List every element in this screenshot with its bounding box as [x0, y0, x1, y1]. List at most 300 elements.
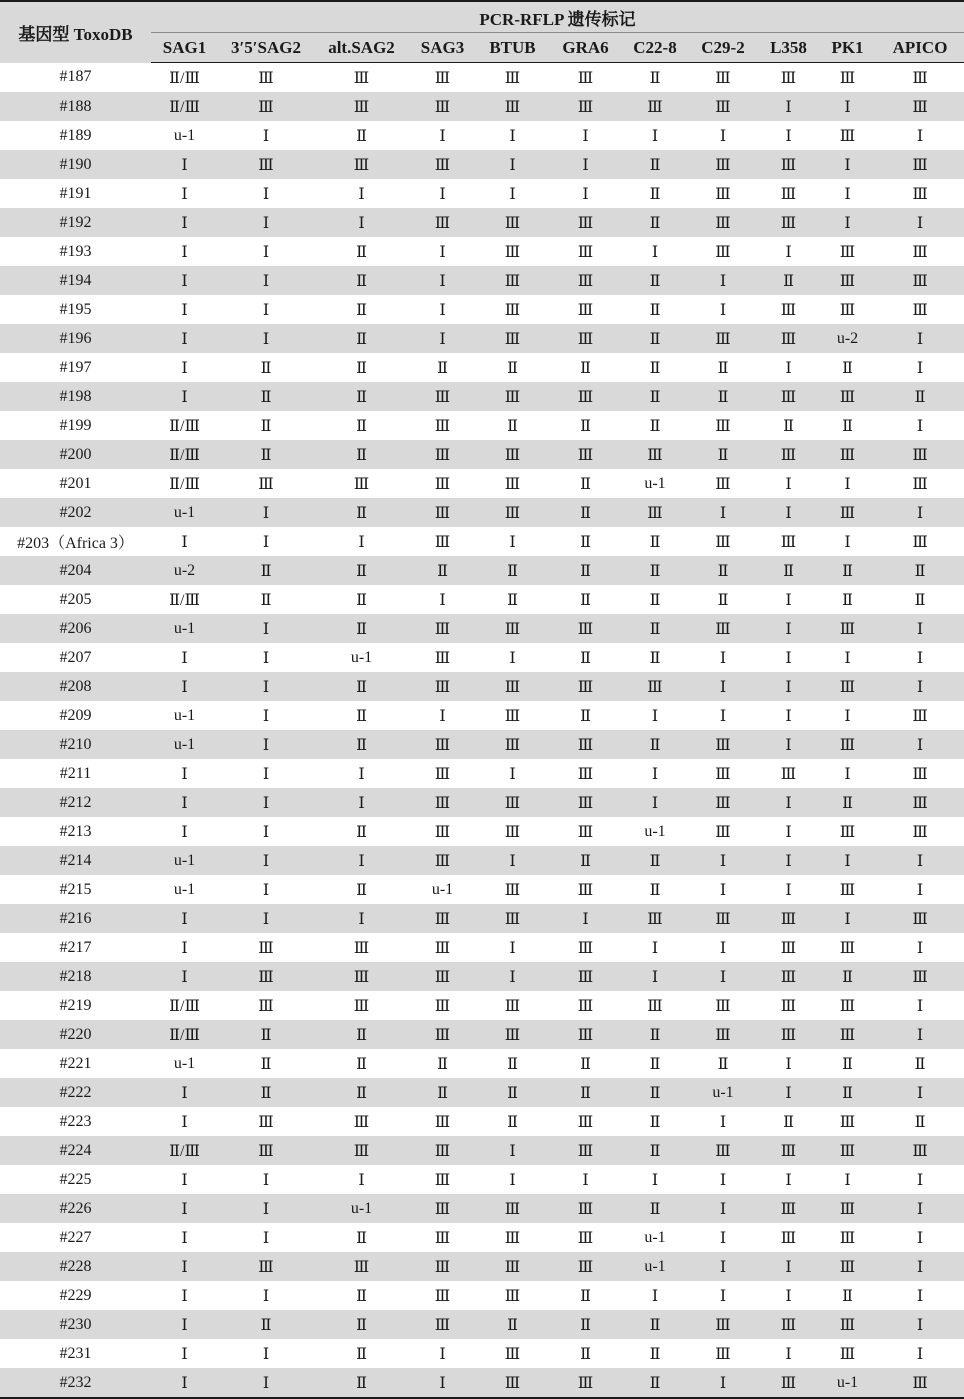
marker-allele-cell: Ⅱ [622, 1368, 688, 1398]
marker-allele-cell: Ⅱ [356, 881, 367, 899]
genotype-id-cell: #199 [59, 416, 92, 434]
marker-allele-cell: Ⅰ [876, 498, 964, 527]
marker-allele-cell: Ⅱ [260, 591, 272, 609]
marker-allele-cell: Ⅲ [839, 881, 856, 899]
marker-allele-cell: u-2 [151, 556, 218, 585]
marker-allele-cell: Ⅲ [839, 243, 856, 261]
marker-allele-cell: Ⅲ [758, 1194, 819, 1223]
marker-allele-cell: Ⅱ [649, 591, 661, 609]
marker-allele-cell: Ⅱ [819, 962, 876, 991]
marker-allele-cell: Ⅲ [434, 1113, 451, 1131]
marker-allele-cell: Ⅲ [549, 440, 622, 469]
marker-allele-cell: Ⅱ [314, 498, 409, 527]
marker-allele-cell: Ⅰ [785, 649, 792, 667]
marker-allele-cell: Ⅰ [262, 1287, 270, 1305]
marker-allele-cell: Ⅲ [622, 904, 688, 933]
marker-allele-cell: Ⅲ [476, 440, 549, 469]
marker-allele-cell: Ⅰ [262, 707, 270, 725]
marker-allele-cell: Ⅰ [218, 266, 314, 295]
marker-allele-cell: Ⅱ [622, 1136, 688, 1165]
marker-allele-cell: Ⅲ [715, 185, 731, 203]
marker-allele-cell: Ⅱ [649, 185, 661, 203]
table-row [0, 150, 964, 179]
marker-allele-cell: Ⅰ [876, 730, 964, 759]
table-row [0, 237, 964, 266]
marker-allele-cell: Ⅰ [785, 243, 792, 261]
table-row [0, 411, 964, 440]
table-row [0, 527, 964, 556]
marker-allele-cell: Ⅰ [785, 1287, 792, 1305]
marker-allele-cell: Ⅰ [151, 266, 218, 295]
marker-allele-cell: Ⅰ [876, 324, 964, 353]
marker-allele-cell: Ⅰ [218, 672, 314, 701]
marker-allele-cell: Ⅰ [688, 1252, 758, 1281]
table-row [0, 1281, 964, 1310]
marker-allele-cell: Ⅰ [218, 498, 314, 527]
table-row [0, 962, 964, 991]
marker-header: APICO [876, 33, 964, 63]
genotype-id-cell: #206 [0, 614, 151, 643]
marker-allele-cell: Ⅰ [688, 672, 758, 701]
marker-allele-cell: Ⅱ [218, 1020, 314, 1049]
marker-allele-cell: Ⅰ [509, 185, 516, 203]
marker-allele-cell: Ⅲ [314, 1252, 409, 1281]
genotype-id-cell: #225 [59, 1170, 92, 1188]
marker-allele-cell: Ⅱ [622, 1194, 688, 1223]
marker-allele-cell: Ⅰ [151, 150, 218, 179]
marker-allele-cell: Ⅱ [314, 556, 409, 585]
marker-allele-cell: Ⅲ [876, 92, 964, 121]
marker-allele-cell: Ⅲ [549, 614, 622, 643]
marker-allele-cell: Ⅰ [785, 1171, 792, 1189]
marker-allele-cell: Ⅰ [785, 1345, 792, 1363]
marker-allele-cell: Ⅰ [916, 1345, 924, 1363]
table-row [0, 1252, 964, 1281]
marker-allele-cell: Ⅰ [876, 1252, 964, 1281]
genotype-id-cell: #209 [59, 706, 92, 724]
genotype-id-cell: #213 [59, 822, 92, 840]
marker-allele-cell: Ⅱ [622, 208, 688, 237]
marker-allele-cell: Ⅲ [780, 69, 797, 87]
marker-allele-cell: Ⅲ [476, 614, 549, 643]
marker-allele-cell: Ⅰ [358, 185, 365, 203]
genotype-id-cell: #220 [0, 1020, 151, 1049]
marker-allele-cell: Ⅰ [549, 150, 622, 179]
marker-allele-cell: Ⅱ [649, 533, 661, 551]
marker-allele-cell: Ⅱ [356, 1055, 367, 1073]
marker-allele-cell: Ⅱ [260, 417, 272, 435]
marker-allele-cell: Ⅲ [715, 765, 731, 783]
marker-allele-cell: Ⅱ [218, 1310, 314, 1339]
genotype-id-cell: #187 [59, 68, 92, 86]
marker-allele-cell: Ⅱ/Ⅲ [151, 92, 218, 121]
marker-allele-cell: Ⅰ [876, 1078, 964, 1107]
marker-header: C22-8 [622, 33, 688, 63]
marker-allele-cell: Ⅰ [262, 127, 270, 145]
marker-allele-cell: Ⅲ [409, 962, 476, 991]
marker-allele-cell: Ⅲ [839, 1113, 856, 1131]
marker-allele-cell: Ⅰ [476, 150, 549, 179]
table-row [0, 266, 964, 295]
marker-allele-cell: Ⅲ [434, 1171, 451, 1189]
marker-allele-cell: Ⅰ [758, 846, 819, 875]
marker-header: 3′5′SAG2 [218, 33, 314, 63]
marker-allele-cell: Ⅰ [651, 939, 659, 957]
marker-allele-cell: Ⅲ [577, 881, 594, 899]
marker-allele-cell: Ⅱ [218, 440, 314, 469]
marker-allele-cell: Ⅲ [218, 1252, 314, 1281]
table-row [0, 179, 964, 208]
marker-allele-cell: Ⅲ [258, 997, 274, 1015]
marker-allele-cell: Ⅱ/Ⅲ [151, 1136, 218, 1165]
marker-allele-cell: Ⅲ [504, 997, 521, 1015]
marker-allele-cell: Ⅰ [549, 904, 622, 933]
marker-allele-cell: Ⅲ [549, 266, 622, 295]
genotype-id-cell: #232 [0, 1368, 151, 1398]
marker-allele-cell: u-1 [151, 614, 218, 643]
marker-allele-cell: Ⅱ [409, 556, 476, 585]
genotype-id-cell: #205 [59, 590, 92, 608]
marker-allele-cell: Ⅲ [758, 962, 819, 991]
marker-allele-cell: Ⅱ/Ⅲ [169, 69, 200, 87]
marker-allele-cell: Ⅲ [688, 324, 758, 353]
marker-allele-cell: Ⅱ [876, 382, 964, 411]
marker-allele-cell: Ⅱ [842, 417, 853, 435]
marker-allele-cell: Ⅲ [839, 823, 856, 841]
marker-allele-cell: Ⅰ [509, 649, 516, 667]
marker-allele-cell: Ⅲ [476, 324, 549, 353]
table-row [0, 904, 964, 933]
marker-allele-cell: Ⅲ [688, 208, 758, 237]
genotype-id-cell: #221 [59, 1054, 92, 1072]
marker-allele-cell: Ⅰ [439, 591, 446, 609]
marker-allele-cell: Ⅲ [912, 823, 928, 841]
table-row [0, 817, 964, 846]
table-row [0, 788, 964, 817]
table-row [0, 382, 964, 411]
marker-allele-cell: Ⅲ [758, 904, 819, 933]
marker-allele-cell: Ⅰ [916, 417, 924, 435]
marker-allele-cell: Ⅱ [580, 1345, 591, 1363]
marker-allele-cell: Ⅲ [780, 301, 797, 319]
genotype-id-cell: #196 [0, 324, 151, 353]
marker-allele-cell: Ⅰ [409, 1368, 476, 1398]
marker-allele-cell: Ⅰ [151, 962, 218, 991]
marker-allele-cell: Ⅲ [434, 69, 451, 87]
marker-allele-cell: Ⅲ [549, 962, 622, 991]
marker-header: C29-2 [688, 33, 758, 63]
marker-allele-cell: Ⅱ [314, 440, 409, 469]
marker-allele-cell: Ⅱ [622, 382, 688, 411]
marker-allele-cell: Ⅲ [819, 440, 876, 469]
marker-allele-cell: Ⅱ [260, 1055, 272, 1073]
marker-allele-cell: Ⅲ [715, 243, 731, 261]
table-row [0, 440, 964, 469]
genotype-id-cell: #192 [0, 208, 151, 237]
marker-allele-cell: Ⅲ [758, 1136, 819, 1165]
genotype-id-cell: #229 [59, 1286, 92, 1304]
marker-allele-cell: Ⅲ [819, 498, 876, 527]
marker-allele-cell: Ⅱ [649, 301, 661, 319]
marker-allele-cell: Ⅰ [358, 1171, 365, 1189]
marker-allele-cell: Ⅲ [314, 92, 409, 121]
marker-allele-cell: Ⅱ [549, 1310, 622, 1339]
marker-allele-cell: Ⅲ [839, 997, 856, 1015]
marker-allele-cell: Ⅰ [262, 301, 270, 319]
marker-allele-cell: Ⅲ [218, 150, 314, 179]
marker-allele-cell: Ⅱ [783, 417, 794, 435]
genotype-id-cell: #212 [0, 788, 151, 817]
genotype-id-cell: #228 [0, 1252, 151, 1281]
marker-allele-cell: Ⅰ [651, 243, 659, 261]
marker-allele-cell: Ⅱ [356, 301, 367, 319]
genotype-id-cell: #191 [59, 184, 92, 202]
marker-allele-cell: Ⅰ [651, 1171, 659, 1189]
marker-allele-cell: Ⅰ [181, 533, 188, 551]
marker-allele-cell: Ⅱ [580, 475, 591, 493]
marker-allele-cell: Ⅲ [577, 939, 594, 957]
marker-allele-cell: Ⅰ [439, 243, 446, 261]
marker-allele-cell: Ⅱ [649, 69, 661, 87]
marker-allele-cell: Ⅰ [916, 939, 924, 957]
genotype-id-cell: #189 [59, 126, 92, 144]
marker-header: SAG1 [151, 33, 218, 63]
marker-allele-cell: Ⅲ [476, 730, 549, 759]
marker-allele-cell: Ⅱ [218, 1078, 314, 1107]
marker-header: PK1 [819, 33, 876, 63]
table-row [0, 121, 964, 150]
table-row [0, 469, 964, 498]
marker-allele-cell: Ⅲ [819, 614, 876, 643]
table-row [0, 875, 964, 904]
marker-allele-cell: Ⅲ [476, 788, 549, 817]
marker-allele-cell: Ⅲ [839, 69, 856, 87]
marker-allele-cell: Ⅰ [844, 185, 851, 203]
marker-allele-cell: Ⅲ [476, 266, 549, 295]
marker-allele-cell: Ⅱ [356, 1345, 367, 1363]
marker-allele-cell: Ⅰ [218, 1368, 314, 1398]
marker-allele-cell: Ⅰ [358, 533, 365, 551]
genotype-id-cell: #218 [0, 962, 151, 991]
marker-allele-cell: Ⅱ [914, 591, 926, 609]
marker-allele-cell: Ⅲ [819, 266, 876, 295]
marker-allele-cell: Ⅲ [434, 649, 451, 667]
marker-allele-cell: Ⅱ [476, 1078, 549, 1107]
marker-allele-cell: Ⅱ [649, 1345, 661, 1363]
genotype-id-cell: #201 [59, 474, 92, 492]
marker-allele-cell: Ⅲ [912, 185, 928, 203]
marker-allele-cell: Ⅱ [507, 417, 518, 435]
marker-allele-cell: Ⅰ [262, 765, 270, 783]
marker-allele-cell: Ⅰ [719, 707, 727, 725]
marker-allele-cell: Ⅲ [758, 440, 819, 469]
table-row [0, 63, 964, 93]
marker-allele-cell: Ⅰ [181, 1171, 188, 1189]
marker-allele-cell: Ⅲ [688, 92, 758, 121]
marker-allele-cell: Ⅲ [549, 1020, 622, 1049]
marker-allele-cell: Ⅱ [758, 556, 819, 585]
marker-allele-cell: Ⅱ [314, 266, 409, 295]
marker-allele-cell: Ⅱ [580, 1287, 591, 1305]
marker-allele-cell: Ⅰ [409, 266, 476, 295]
marker-allele-cell: Ⅰ [439, 1345, 446, 1363]
genotype-id-cell: #207 [59, 648, 92, 666]
marker-allele-cell: Ⅲ [876, 962, 964, 991]
marker-allele-cell: Ⅲ [353, 475, 370, 493]
table-row [0, 295, 964, 324]
marker-group-header: PCR-RFLP 遗传标记 [151, 1, 964, 33]
marker-allele-cell: Ⅰ [758, 614, 819, 643]
marker-allele-cell: Ⅱ [819, 1078, 876, 1107]
marker-allele-cell: Ⅱ [717, 1055, 729, 1073]
marker-allele-cell: Ⅲ [504, 707, 521, 725]
genotype-id-cell: #198 [0, 382, 151, 411]
marker-allele-cell: Ⅰ [651, 765, 659, 783]
marker-allele-cell: Ⅱ [717, 591, 729, 609]
marker-allele-cell: Ⅰ [844, 707, 851, 725]
table-row [0, 672, 964, 701]
marker-allele-cell: Ⅰ [876, 1194, 964, 1223]
marker-allele-cell: Ⅲ [577, 823, 594, 841]
marker-allele-cell: Ⅲ [434, 823, 451, 841]
marker-allele-cell: Ⅲ [876, 1136, 964, 1165]
marker-allele-cell: Ⅲ [780, 533, 797, 551]
marker-allele-cell: Ⅲ [819, 1252, 876, 1281]
marker-allele-cell: u-1 [173, 706, 196, 724]
marker-allele-cell: Ⅱ [356, 359, 367, 377]
marker-allele-cell: Ⅲ [819, 1020, 876, 1049]
marker-allele-cell: Ⅱ [622, 1310, 688, 1339]
marker-allele-cell: Ⅰ [819, 92, 876, 121]
marker-allele-cell: Ⅲ [353, 997, 370, 1015]
marker-allele-cell: Ⅲ [476, 904, 549, 933]
marker-allele-cell: Ⅱ [314, 730, 409, 759]
table-row [0, 991, 964, 1020]
marker-allele-cell: Ⅰ [876, 1310, 964, 1339]
table-row [0, 324, 964, 353]
marker-allele-cell: Ⅱ [437, 359, 448, 377]
marker-allele-cell: Ⅲ [258, 939, 274, 957]
marker-allele-cell: Ⅰ [719, 1287, 727, 1305]
marker-allele-cell: Ⅲ [577, 243, 594, 261]
marker-allele-cell: Ⅰ [314, 788, 409, 817]
table-row [0, 1339, 964, 1368]
marker-allele-cell: Ⅱ [549, 846, 622, 875]
marker-allele-cell: Ⅱ [314, 1368, 409, 1398]
genotype-id-cell: #222 [0, 1078, 151, 1107]
marker-allele-cell: Ⅲ [839, 127, 856, 145]
marker-allele-cell: Ⅲ [434, 417, 451, 435]
marker-allele-cell: Ⅲ [622, 440, 688, 469]
marker-allele-cell: Ⅰ [876, 846, 964, 875]
marker-allele-cell: Ⅱ/Ⅲ [169, 997, 200, 1015]
marker-allele-cell: Ⅲ [715, 69, 731, 87]
marker-allele-cell: Ⅱ/Ⅲ [169, 417, 200, 435]
marker-allele-cell: Ⅱ [314, 324, 409, 353]
marker-allele-cell: Ⅲ [549, 1252, 622, 1281]
marker-allele-cell: Ⅱ [314, 614, 409, 643]
marker-allele-cell: Ⅲ [409, 614, 476, 643]
marker-allele-cell: Ⅱ [688, 556, 758, 585]
marker-allele-cell: Ⅰ [151, 904, 218, 933]
marker-allele-cell: Ⅰ [358, 765, 365, 783]
marker-allele-cell: Ⅱ [876, 556, 964, 585]
marker-allele-cell: Ⅱ [842, 1287, 853, 1305]
marker-allele-cell: Ⅰ [262, 823, 270, 841]
marker-allele-cell: Ⅲ [476, 1020, 549, 1049]
marker-allele-cell: Ⅱ [507, 591, 518, 609]
marker-allele-cell: Ⅲ [353, 1113, 370, 1131]
genotype-id-cell: #188 [0, 92, 151, 121]
marker-allele-cell: Ⅲ [549, 382, 622, 411]
marker-allele-cell: Ⅱ [580, 417, 591, 435]
marker-allele-cell: Ⅰ [785, 1055, 792, 1073]
table-row [0, 92, 964, 121]
marker-allele-cell: Ⅰ [719, 939, 727, 957]
marker-allele-cell: u-1 [644, 822, 666, 840]
genotype-id-cell: #195 [59, 300, 92, 318]
marker-allele-cell: Ⅲ [476, 1368, 549, 1398]
marker-allele-cell: Ⅱ [622, 324, 688, 353]
marker-allele-cell: Ⅰ [314, 846, 409, 875]
marker-allele-cell: Ⅲ [839, 301, 856, 319]
table-row [0, 643, 964, 672]
marker-allele-cell: Ⅲ [758, 1310, 819, 1339]
marker-allele-cell: Ⅰ [758, 498, 819, 527]
marker-allele-cell: Ⅲ [577, 301, 594, 319]
marker-allele-cell: Ⅲ [577, 765, 594, 783]
marker-allele-cell: Ⅰ [181, 1113, 188, 1131]
marker-allele-cell: Ⅰ [688, 498, 758, 527]
marker-allele-cell: Ⅱ [649, 1055, 661, 1073]
marker-allele-cell: Ⅲ [780, 765, 797, 783]
marker-header: SAG3 [409, 33, 476, 63]
marker-allele-cell: Ⅲ [819, 382, 876, 411]
marker-allele-cell: Ⅲ [688, 614, 758, 643]
genotype-id-cell: #202 [0, 498, 151, 527]
marker-allele-cell: Ⅲ [258, 1113, 274, 1131]
marker-allele-cell: Ⅲ [839, 1345, 856, 1363]
marker-allele-cell: Ⅱ [409, 1078, 476, 1107]
marker-allele-cell: Ⅱ [314, 1310, 409, 1339]
table-row [0, 1223, 964, 1252]
genotype-id-cell: #190 [0, 150, 151, 179]
marker-allele-cell: Ⅰ [509, 939, 516, 957]
genotype-id-cell: #204 [0, 556, 151, 585]
marker-allele-cell: Ⅱ [622, 730, 688, 759]
marker-allele-cell: Ⅲ [758, 1020, 819, 1049]
marker-allele-cell: Ⅰ [785, 359, 792, 377]
marker-allele-cell: Ⅰ [181, 1229, 188, 1247]
marker-allele-cell: Ⅰ [151, 324, 218, 353]
marker-allele-cell: Ⅲ [409, 498, 476, 527]
marker-allele-cell: Ⅰ [439, 185, 446, 203]
marker-allele-cell: Ⅰ [819, 846, 876, 875]
marker-allele-cell: Ⅱ [580, 707, 591, 725]
marker-allele-cell: Ⅲ [577, 1229, 594, 1247]
marker-allele-cell: Ⅲ [688, 150, 758, 179]
marker-allele-cell: Ⅲ [549, 1194, 622, 1223]
marker-allele-cell: Ⅰ [476, 962, 549, 991]
marker-allele-cell: Ⅰ [151, 672, 218, 701]
marker-allele-cell: Ⅲ [839, 1229, 856, 1247]
marker-allele-cell: Ⅰ [785, 707, 792, 725]
marker-allele-cell: Ⅰ [262, 881, 270, 899]
marker-allele-cell: Ⅲ [409, 672, 476, 701]
marker-allele-cell: Ⅰ [476, 1136, 549, 1165]
marker-allele-cell: Ⅰ [181, 649, 188, 667]
marker-allele-cell: Ⅰ [181, 1287, 188, 1305]
